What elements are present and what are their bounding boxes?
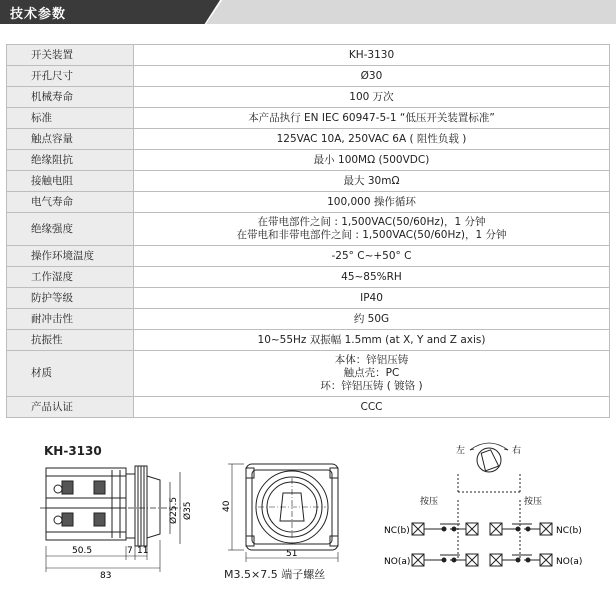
spec-label: 电气寿命: [7, 192, 134, 213]
press-right-label: 按压: [524, 497, 543, 507]
dim-11: 11: [137, 546, 149, 556]
spec-label: 标准: [7, 108, 134, 129]
spec-label: 触点容量: [7, 129, 134, 150]
section-banner: [0, 0, 616, 24]
dim-7: 7: [127, 546, 133, 556]
spec-row: [7, 87, 610, 108]
spec-value-line: 本体：锌铝压铸: [334, 354, 409, 366]
spec-value: [134, 108, 610, 129]
screw-caption: M3.5×7.5 端子螺丝: [224, 568, 326, 581]
spec-value-line: 约 50G: [353, 312, 390, 325]
dim-dia-35: Ø35: [183, 501, 193, 520]
spec-value-line: 45~85%RH: [341, 270, 402, 283]
press-left-label: 按压: [420, 497, 439, 507]
rotate-right-label: 右: [512, 446, 522, 456]
dim-51: 51: [286, 549, 298, 559]
side-view-drawing: [40, 466, 182, 572]
spec-label: 绝缘阻抗: [7, 150, 134, 171]
spec-value-line: 125VAC 10A, 250VAC 6A ( 阻性负载 ): [276, 132, 467, 145]
spec-value-line: CCC: [360, 400, 383, 413]
spec-row: [7, 171, 610, 192]
spec-label: 接触电阻: [7, 171, 134, 192]
spec-label: 材质: [7, 351, 134, 397]
spec-label: 机械寿命: [7, 87, 134, 108]
spec-row: [7, 150, 610, 171]
spec-row: [7, 108, 610, 129]
spec-row: [7, 66, 610, 87]
spec-value-line: 本产品执行 EN IEC 60947-5-1 “低压开关装置标准”: [248, 111, 495, 124]
spec-value-line: 100,000 操作循环: [327, 195, 416, 208]
spec-value: [134, 213, 610, 246]
spec-label: 产品认证: [7, 397, 134, 418]
model-title: KH-3130: [44, 444, 102, 458]
dim-83: 83: [100, 571, 112, 581]
banner-light-segment: [206, 0, 616, 24]
section-title: 技术参数: [10, 7, 67, 22]
spec-value: [134, 171, 610, 192]
spec-row: [7, 330, 610, 351]
dim-50-5: 50.5: [72, 546, 93, 556]
technical-drawings: [0, 440, 616, 593]
nc-left-label: NC(b): [384, 526, 410, 536]
spec-value: [134, 330, 610, 351]
spec-value-line: 最大 30mΩ: [343, 174, 400, 187]
spec-value: [134, 288, 610, 309]
spec-value-line: 触点壳：PC: [343, 367, 400, 379]
spec-label: 抗振性: [7, 330, 134, 351]
spec-row: [7, 129, 610, 150]
spec-row: [7, 192, 610, 213]
spec-label: 开孔尺寸: [7, 66, 134, 87]
spec-value-line: 在带电部件之间 : 1,500VAC(50/60Hz)，1 分钟: [257, 216, 486, 228]
spec-label: 工作湿度: [7, 267, 134, 288]
no-left-label: NO(a): [384, 557, 411, 567]
front-view-drawing: [228, 464, 338, 562]
spec-value-line: 10~55Hz 双振幅 1.5mm (at X, Y and Z axis): [257, 333, 486, 346]
spec-value: [134, 66, 610, 87]
dim-dia-25-5: Ø25.5: [169, 496, 179, 524]
spec-value: [134, 351, 610, 397]
spec-value-line: Ø30: [360, 69, 383, 82]
spec-value: [134, 267, 610, 288]
spec-row: [7, 351, 610, 397]
spec-value-line: 环：锌铝压铸 ( 镀铬 ): [320, 380, 423, 392]
spec-value-line: 最小 100MΩ (500VDC): [313, 153, 430, 166]
dim-40: 40: [222, 500, 232, 512]
spec-label: 开关装置: [7, 45, 134, 66]
spec-value: [134, 87, 610, 108]
spec-value: [134, 45, 610, 66]
spec-row: [7, 45, 610, 66]
no-right-label: NO(a): [556, 557, 583, 567]
spec-value: [134, 309, 610, 330]
spec-row: [7, 309, 610, 330]
spec-row: [7, 288, 610, 309]
spec-value: [134, 246, 610, 267]
spec-value: [134, 150, 610, 171]
spec-label: 耐冲击性: [7, 309, 134, 330]
spec-row: [7, 267, 610, 288]
spec-row: [7, 397, 610, 418]
spec-label: 操作环境温度: [7, 246, 134, 267]
spec-value: [134, 397, 610, 418]
spec-value-line: 在带电和非带电部件之间 : 1,500VAC(50/60Hz)，1 分钟: [236, 229, 507, 241]
spec-value: [134, 192, 610, 213]
spec-label: 绝缘强度: [7, 213, 134, 246]
spec-value-line: 100 万次: [349, 90, 394, 103]
spec-row: [7, 246, 610, 267]
spec-label: 防护等级: [7, 288, 134, 309]
spec-value-line: IP40: [360, 291, 383, 304]
nc-right-label: NC(b): [556, 526, 582, 536]
spec-table: [6, 44, 610, 418]
spec-value: [134, 129, 610, 150]
spec-value-line: -25° C~+50° C: [331, 249, 412, 262]
spec-value-line: KH-3130: [348, 48, 395, 61]
rotate-left-label: 左: [456, 446, 466, 456]
spec-row: [7, 213, 610, 246]
